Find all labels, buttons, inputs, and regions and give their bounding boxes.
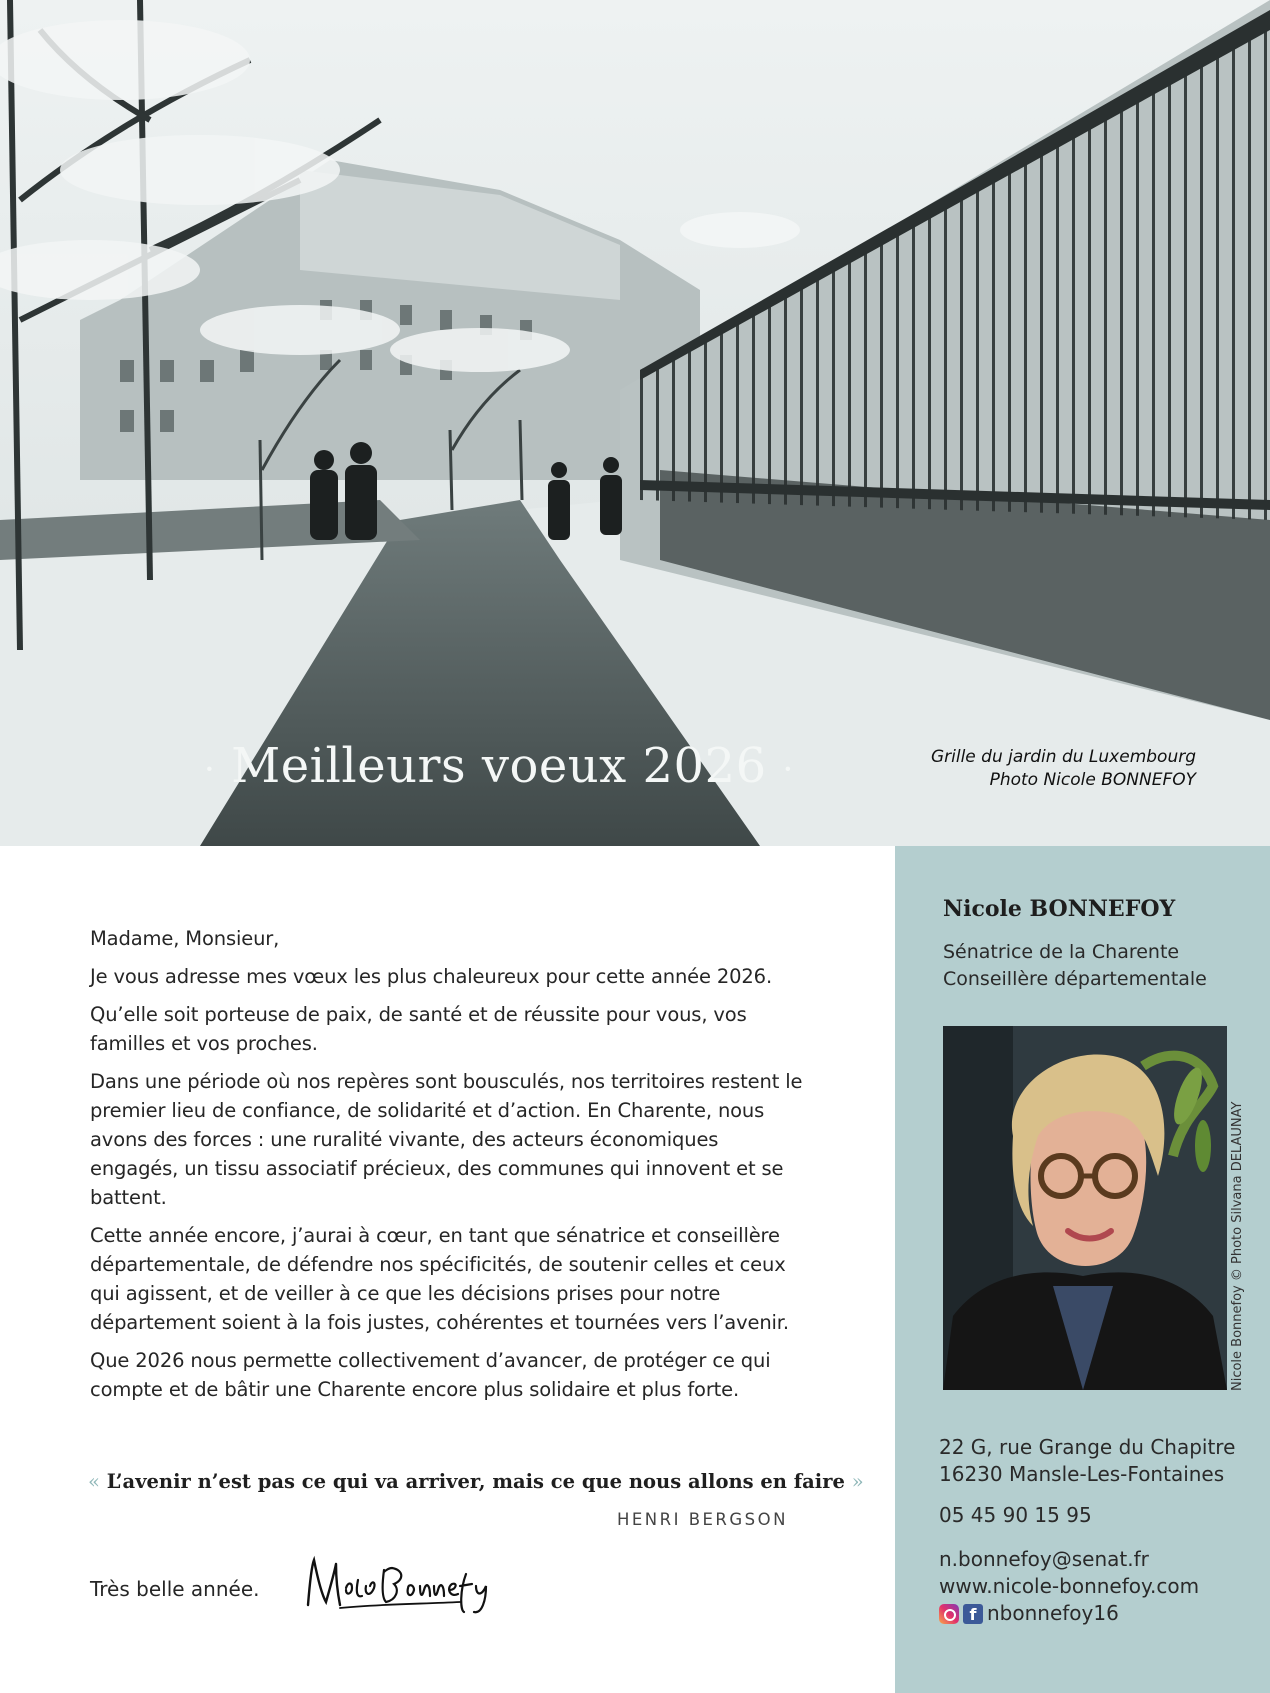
sender-role-councillor: Conseillère départementale xyxy=(943,968,1207,990)
caption-line-1: Grille du jardin du Luxembourg xyxy=(930,747,1196,767)
website-link[interactable]: www.nicole-bonnefoy.com xyxy=(939,1574,1200,1598)
sender-role-senator: Sénatrice de la Charente xyxy=(943,941,1180,963)
salutation: Madame, Monsieur, xyxy=(90,927,280,950)
quote: « L’avenir n’est pas ce qui va arriver, mais ce que nous allons en faire » xyxy=(88,1470,864,1493)
letter-paragraph: Je vous adresse mes vœux les plus chaleureux pour cette année 2026. xyxy=(90,965,772,988)
letter-paragraph: Dans une période où nos repères sont bousculés, nos territoires restent le premier lieu de confiance, de solidarité et d’action. En Charente, nous avons des forces : une ruralité vivante, des acteurs économiques engagés, un tissu associatif précieux, des communes qui innovent et se battent. xyxy=(90,1070,803,1209)
portrait-photo xyxy=(943,1026,1227,1390)
quote-author: HENRI BERGSON xyxy=(616,1510,788,1529)
facebook-icon[interactable]: f xyxy=(963,1604,983,1624)
social-handle-row[interactable] xyxy=(939,1600,1119,1627)
sender-name: Nicole BONNEFOY xyxy=(943,896,1176,922)
social-handle: nbonnefoy16 xyxy=(987,1601,1119,1625)
address-street: 22 G, rue Grange du Chapitre xyxy=(939,1435,1236,1459)
phone-number[interactable]: 05 45 90 15 95 xyxy=(939,1503,1092,1527)
hero-photo xyxy=(0,0,1270,846)
photo-caption xyxy=(931,746,1196,792)
closing-text: Très belle année. xyxy=(90,1577,260,1601)
letter-paragraph: Cette année encore, j’aurai à cœur, en tant que sénatrice et conseillère départementale, de défendre nos spécificités, de soutenir celles et ceux qui agissent, et de veiller à ce que les décisions prises pour notre département soient à la fois justes, cohérentes et tournées vers l’avenir. xyxy=(90,1224,789,1334)
letter-body xyxy=(90,924,810,1413)
letter-paragraph: Qu’elle soit porteuse de paix, de santé et de réussite pour vous, vos familles et vos proches. xyxy=(90,1003,747,1055)
letter-paragraph: Que 2026 nous permette collectivement d’avancer, de protéger ce qui compte et de bâtir une Charente encore plus solidaire et plus forte. xyxy=(90,1349,771,1401)
caption-line-2: Photo Nicole BONNEFOY xyxy=(989,770,1196,790)
photo-credit: Nicole Bonnefoy © Photo Silvana DELAUNAY xyxy=(1230,1101,1245,1391)
instagram-icon[interactable] xyxy=(939,1604,959,1624)
address-city: 16230 Mansle-Les-Fontaines xyxy=(939,1462,1225,1486)
contact-sidebar xyxy=(895,846,1270,1693)
quote-text: L’avenir n’est pas ce qui va arriver, mais ce que nous allons en faire xyxy=(106,1470,845,1493)
greeting-title: · Meilleurs voeux 2026 · xyxy=(204,738,794,794)
snowy-street-illustration xyxy=(0,0,1270,846)
handwritten-signature xyxy=(300,1550,500,1620)
email-link[interactable]: n.bonnefoy@senat.fr xyxy=(939,1547,1149,1571)
